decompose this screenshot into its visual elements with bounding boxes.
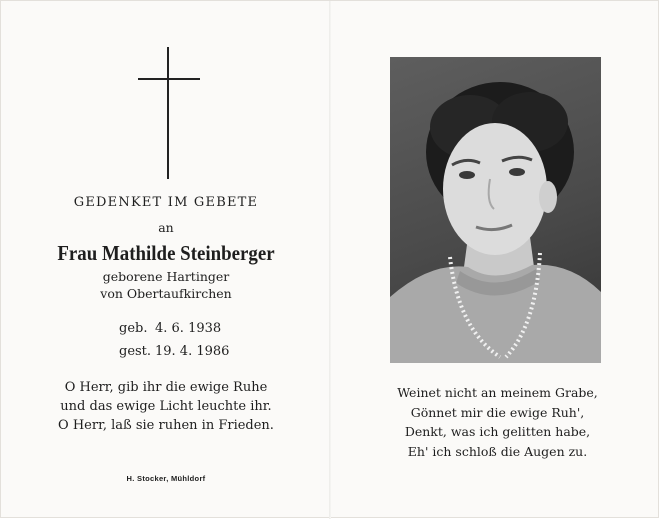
verse-text xyxy=(335,383,659,461)
prayer-line: und das ewige Licht leuchte ihr. xyxy=(60,399,272,414)
memorial-heading: GEDENKET IM GEBETE xyxy=(73,195,259,210)
prayer-line: O Herr, laß sie ruhen in Frieden. xyxy=(58,418,274,433)
verse-line: Denkt, was ich gelitten habe, xyxy=(404,424,591,439)
connector-text: an xyxy=(158,220,174,235)
birth-date: 4. 6. 1938 xyxy=(155,321,222,336)
death-date-row xyxy=(119,340,229,363)
origin-place: von Obertaufkirchen xyxy=(100,286,232,301)
cross-icon xyxy=(138,47,200,179)
birth-label: geb. xyxy=(119,321,148,336)
prayer-text xyxy=(1,378,331,435)
verse-line: Gönnet mir die ewige Ruh', xyxy=(410,404,585,420)
portrait-illustration xyxy=(390,57,601,363)
birth-date-row xyxy=(119,317,229,340)
prayer-line: O Herr, gib ihr die ewige Ruhe xyxy=(64,380,268,395)
portrait-photo xyxy=(390,57,601,363)
deceased-name: Frau Mathilde Steinberger xyxy=(57,241,275,265)
verse-line: Weinet nicht an meinem Grabe, xyxy=(397,385,598,400)
death-date: 19. 4. 1986 xyxy=(155,344,230,359)
maiden-name: geborene Hartinger xyxy=(102,269,230,284)
verse-line: Eh' ich schloß die Augen zu. xyxy=(407,443,588,459)
death-label: gest. xyxy=(119,344,152,359)
printer-credit: H. Stocker, Mühldorf xyxy=(126,474,206,483)
life-dates xyxy=(119,317,229,363)
card-fold xyxy=(329,1,331,519)
